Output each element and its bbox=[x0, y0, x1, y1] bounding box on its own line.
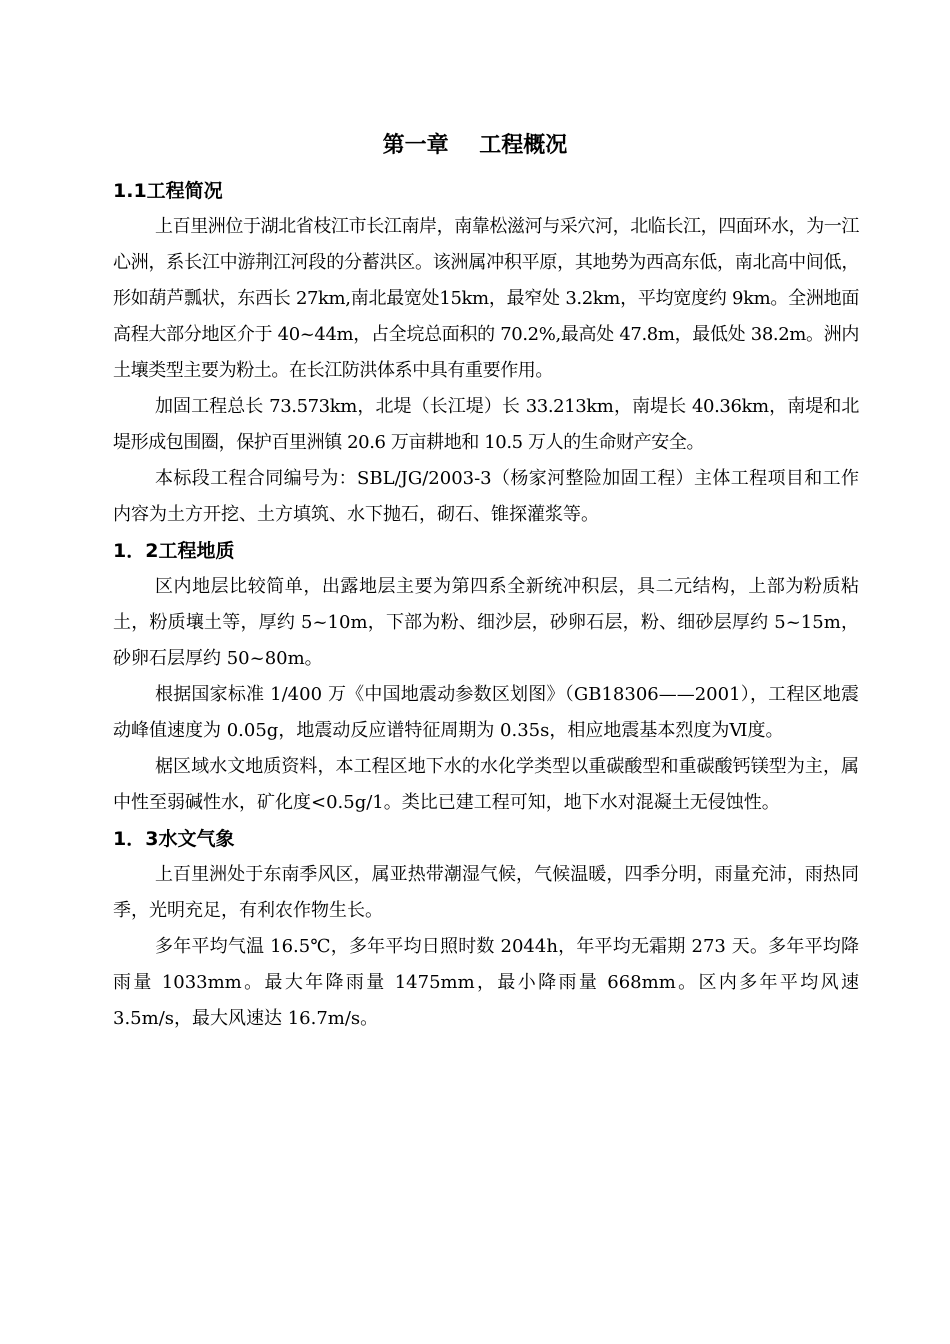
body-paragraph: 加固工程总长 73.573km，北堤（长江堤）长 33.213km，南堤长 40.36km，南堤和北堤形成包围圈，保护百里洲镇 20.6 万亩耕地和 10.5 万人的生命财产安全。 bbox=[113, 396, 859, 453]
section-heading: 1．2工程地质 bbox=[113, 540, 235, 562]
section-heading: 1.1工程简况 bbox=[113, 180, 223, 202]
chapter-title: 第一章 工程概况 bbox=[382, 133, 568, 158]
section-engineering-geology bbox=[113, 533, 859, 821]
body-paragraph: 多年平均气温 16.5℃，多年平均日照时数 2044h，年平均无霜期 273 天。多年平均降雨量 1033mm。最大年降雨量 1475mm，最小降雨量 668mm。区内多年平均风速 3.5m/s，最大风速达 16.7m/s。 bbox=[113, 936, 859, 1029]
body-paragraph: 本标段工程合同编号为：SBL/JG/2003-3（杨家河整险加固工程）主体工程项目和工作内容为土方开挖、土方填筑、水下抛石，砌石、锥探灌浆等。 bbox=[113, 468, 859, 525]
body-paragraph: 上百里洲处于东南季风区，属亚热带潮湿气候，气候温暖，四季分明，雨量充沛，雨热同季，光明充足，有利农作物生长。 bbox=[113, 864, 859, 921]
document-body bbox=[113, 173, 859, 1037]
section-project-overview bbox=[113, 173, 859, 533]
body-paragraph: 根据国家标准 1/400 万《中国地震动参数区划图》（GB18306——2001），工程区地震动峰值速度为 0.05g，地震动反应谱特征周期为 0.35s，相应地震基本烈度为Ⅵ度。 bbox=[113, 684, 859, 741]
body-paragraph: 上百里洲位于湖北省枝江市长江南岸，南靠松滋河与采穴河，北临长江，四面环水，为一江心洲，系长江中游荆江河段的分蓄洪区。该洲属冲积平原，其地势为西高东低，南北高中间低，形如葫芦瓢状，东西长 27km,南北最宽处15km，最窄处 3.2km，平均宽度约 9km。全洲地面高程大部分地区介于 40~44m，占全垸总面积的 70.2%,最高处 47.8m，最低处 38.2m。洲内土壤类型主要为粉土。在长江防洪体系中具有重要作用。 bbox=[113, 216, 859, 381]
body-paragraph: 区内地层比较简单，出露地层主要为第四系全新统冲积层，具二元结构，上部为粉质粘土，粉质壤土等，厚约 5~10m，下部为粉、细沙层，砂卵石层，粉、细砂层厚约 5~15m，砂卵石层厚约 50~80m。 bbox=[113, 576, 859, 669]
section-heading: 1．3水文气象 bbox=[113, 828, 235, 850]
body-paragraph: 椐区域水文地质资料，本工程区地下水的水化学类型以重碳酸型和重碳酸钙镁型为主，属中性至弱碱性水，矿化度<0.5g/1。类比已建工程可知，地下水对混凝土无侵蚀性。 bbox=[113, 756, 859, 813]
section-hydrology-meteorology bbox=[113, 821, 859, 1037]
